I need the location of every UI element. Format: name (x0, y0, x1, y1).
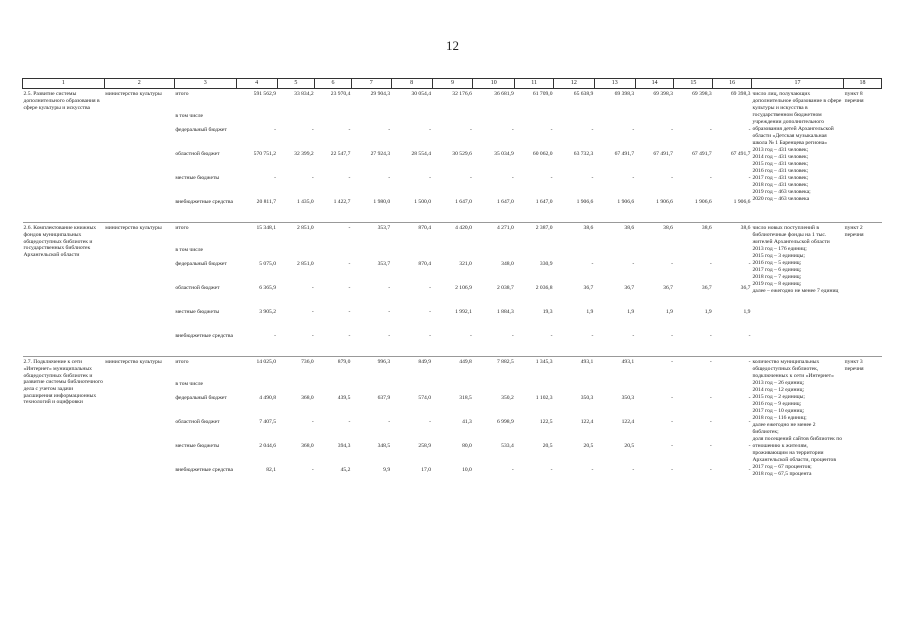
funding-source-label: итого (175, 91, 189, 98)
amount-cell: 574,0 (418, 394, 432, 401)
amount-cell: - (348, 174, 351, 181)
amount-cell: - (632, 260, 635, 267)
amount-cell: 69 398,3 (653, 91, 673, 98)
funding-source-label: федеральный бюджет (175, 394, 227, 401)
amount-cell: 36,7 (701, 284, 712, 291)
amount-cell: 69 398,3 (692, 91, 712, 98)
amount-cell (713, 113, 752, 127)
amount-cell: 1,9 (586, 308, 594, 315)
amount-cell: 36,7 (663, 284, 673, 291)
table-row (23, 357, 882, 381)
amount-cell: - (348, 332, 351, 339)
amount-cell: - (274, 174, 277, 181)
amount-cell: 38,6 (674, 223, 713, 247)
amount-cell: - (709, 418, 712, 425)
amount-cell: 63 732,3 (573, 150, 594, 157)
amount-cell: 449,8 (432, 357, 473, 381)
amount-cell: - (748, 126, 751, 133)
amount-cell (515, 113, 554, 127)
amount-cell: - (632, 466, 635, 473)
amount-cell: - (550, 174, 553, 181)
amount-cell: 6 998,9 (496, 418, 514, 425)
amount-cell: 350,3 (621, 394, 635, 401)
amount-cell (351, 247, 391, 261)
amount-cell: - (511, 332, 514, 339)
amount-cell: 1 906,6 (733, 198, 751, 205)
section-executor: министерство культуры (104, 357, 174, 491)
amount-cell: - (550, 126, 553, 133)
list-reference: пункт 8 перечня (844, 91, 864, 104)
amount-cell: 122,4 (621, 418, 635, 425)
amount-cell: - (550, 466, 553, 473)
amount-cell: 27 924,3 (370, 150, 391, 157)
amount-cell: 353,7 (377, 260, 391, 267)
amount-cell: - (709, 332, 712, 339)
amount-cell: 30 529,6 (452, 150, 472, 157)
amount-cell: 41,3 (462, 418, 472, 425)
amount-cell: - (511, 126, 514, 133)
amount-cell: 637,9 (377, 394, 391, 401)
amount-cell: - (671, 418, 673, 425)
funding-source-label: внебюджетные средства (175, 332, 233, 339)
column-header: 16 (713, 79, 752, 89)
amount-cell: - (388, 174, 391, 181)
amount-cell: 15 348,1 (236, 223, 277, 247)
amount-cell: - (388, 308, 391, 315)
amount-cell: 32 399,2 (294, 150, 314, 157)
amount-cell: - (469, 332, 472, 339)
funding-source-label: итого (174, 357, 236, 381)
amount-cell (351, 381, 391, 395)
page-number: 12 (446, 38, 459, 53)
amount-cell: 330,9 (539, 260, 553, 267)
amount-cell (554, 113, 595, 127)
amount-cell (391, 113, 432, 127)
amount-cell: 258,9 (418, 442, 432, 449)
amount-cell: 1,9 (665, 308, 673, 315)
amount-cell: 996,3 (351, 357, 391, 381)
amount-cell: 122,5 (539, 418, 553, 425)
amount-cell: - (311, 284, 314, 291)
amount-cell: - (671, 174, 673, 181)
amount-cell: 35 034,9 (494, 150, 514, 157)
amount-cell: 20 811,7 (256, 198, 277, 205)
amount-cell (432, 247, 473, 261)
amount-cell (351, 113, 391, 127)
amount-cell: 3 905,2 (259, 308, 277, 315)
amount-cell (515, 381, 554, 395)
amount-cell: - (348, 260, 351, 267)
amount-cell: - (469, 174, 472, 181)
amount-cell: - (748, 174, 751, 181)
amount-cell: 321,0 (459, 260, 472, 267)
amount-cell: - (274, 332, 277, 339)
amount-cell: 38,6 (713, 223, 752, 247)
amount-cell: 32 176,6 (452, 91, 472, 98)
column-header: 15 (674, 79, 713, 89)
amount-cell: 14 025,0 (236, 357, 277, 381)
funding-source-label: местные бюджеты (175, 308, 220, 315)
amount-cell: - (748, 332, 751, 339)
amount-cell: 20,5 (624, 442, 635, 449)
amount-cell (713, 381, 752, 395)
amount-cell: 19,3 (542, 308, 553, 315)
amount-cell: 122,4 (580, 418, 594, 425)
amount-cell: 368,0 (301, 442, 314, 449)
amount-cell: 33 834,2 (294, 91, 314, 98)
amount-cell: - (311, 418, 314, 425)
amount-cell (391, 381, 432, 395)
amount-cell: 1 345,3 (515, 357, 554, 381)
amount-cell (635, 247, 674, 261)
amount-cell: - (429, 284, 432, 291)
amount-cell: 1 500,0 (414, 198, 432, 205)
amount-cell (277, 113, 315, 127)
amount-cell: 36,7 (583, 284, 594, 291)
amount-cell: - (709, 466, 712, 473)
amount-cell: 1,9 (743, 308, 751, 315)
amount-cell: 1 647,0 (455, 198, 472, 205)
amount-cell: 870,4 (391, 223, 432, 247)
amount-cell: 439,5 (337, 394, 351, 401)
amount-cell (315, 381, 352, 395)
amount-cell: 5 075,0 (259, 260, 277, 267)
amount-cell: 36,7 (624, 284, 635, 291)
amount-cell: - (511, 174, 514, 181)
amount-cell: 2 106,9 (455, 284, 472, 291)
column-header: 7 (351, 79, 391, 89)
amount-cell: 493,1 (594, 357, 635, 381)
column-header: 11 (515, 79, 554, 89)
amount-cell: 533,4 (501, 442, 514, 449)
amount-cell: - (748, 260, 751, 267)
amount-cell: 28 554,4 (411, 150, 432, 157)
amount-cell: 879,0 (315, 357, 352, 381)
section-title: 2.5. Развитие системы дополнительного образования в сфере культуры и искусства (23, 91, 100, 111)
amount-cell: - (709, 442, 712, 449)
amount-cell: - (709, 126, 712, 133)
amount-cell: 368,0 (301, 394, 314, 401)
amount-cell (473, 381, 515, 395)
amount-cell: - (671, 442, 673, 449)
amount-cell: 1 980,0 (373, 198, 391, 205)
amount-cell: 2 851,0 (296, 260, 314, 267)
column-header: 4 (236, 79, 277, 89)
funding-source-label: в том числе (175, 246, 203, 253)
amount-cell: 1 906,6 (656, 198, 673, 205)
amount-cell: 570 751,2 (253, 150, 277, 157)
amount-cell: - (311, 332, 314, 339)
amount-cell: - (709, 260, 712, 267)
amount-cell: 493,1 (554, 357, 595, 381)
amount-cell: 1 906,6 (694, 198, 712, 205)
amount-cell: 2 387,0 (515, 223, 554, 247)
column-header: 8 (391, 79, 432, 89)
amount-cell (432, 113, 473, 127)
amount-cell (277, 247, 315, 261)
column-header: 13 (594, 79, 635, 89)
amount-cell: - (550, 332, 553, 339)
amount-cell (594, 381, 635, 395)
amount-cell: - (348, 284, 351, 291)
amount-cell: 1,9 (627, 308, 635, 315)
column-header: 5 (277, 79, 315, 89)
amount-cell: 2 036,8 (535, 284, 553, 291)
amount-cell: 736,0 (277, 357, 315, 381)
funding-source-label: местные бюджеты (175, 442, 220, 449)
amount-cell: 7 407,5 (259, 418, 277, 425)
amount-cell: - (709, 174, 712, 181)
amount-cell: - (591, 174, 594, 181)
amount-cell: - (671, 394, 673, 401)
amount-cell: 38,6 (594, 223, 635, 247)
amount-cell (713, 247, 752, 261)
table-row (23, 89, 882, 113)
amount-cell (473, 247, 515, 261)
section-title: 2.6. Комплектование книжных фондов муниципальных общедоступных библиотек и государственных библиотек Архангельской области (23, 223, 105, 357)
list-reference: пункт 3 перечня (844, 357, 882, 491)
amount-cell: 36,7 (740, 284, 751, 291)
amount-cell: 80,0 (462, 442, 472, 449)
amount-cell (594, 247, 635, 261)
amount-cell: 348,0 (501, 260, 514, 267)
amount-cell: 20,5 (583, 442, 594, 449)
funding-source-label: областной бюджет (175, 418, 220, 425)
amount-cell: - (429, 332, 432, 339)
amount-cell: - (388, 332, 391, 339)
amount-cell: 17,0 (421, 466, 432, 473)
amount-cell: 1 102,3 (535, 394, 553, 401)
section-executor: министерство культуры (104, 223, 174, 357)
amount-cell: - (388, 126, 391, 133)
column-header: 14 (635, 79, 674, 89)
header-row (23, 79, 882, 89)
amount-cell: 67 491,7 (692, 150, 712, 157)
amount-cell (236, 381, 277, 395)
amount-cell: 2 038,7 (496, 284, 514, 291)
amount-cell: 67 491,7 (730, 150, 751, 157)
amount-cell: - (311, 126, 314, 133)
funding-source-label: в том числе (175, 112, 203, 119)
amount-cell (674, 247, 713, 261)
amount-cell: 1 647,0 (496, 198, 514, 205)
target-indicator: количество муниципальных общедоступных библиотек, подключенных к сети «Интернет» 2013 год – 26 единиц; 2014 год – 12 единиц; 2015 год – 2 единицы; 2016 год – 9 единиц; 2017 год – 10 единиц; 2018 год – 116 единиц; далее ежегодно не менее 2 библиотек; доля посещений сайтов библиотек по отношению к жителям, проживающим на территории Архангельской области, процентов 2017 год – 67 процентов; 2018 год – 67,5 процента (751, 357, 843, 491)
column-header: 1 (23, 79, 105, 89)
target-indicator: число лиц, получающих дополнительное образование в сфере культуры и искусства в государственном бюджетном учреждении дополнительного образования детей Архангельской области «Детская музыкальная школа № 1 Баренцева региона» 2013 год – 431 человек; 2014 год – 431 человек; 2015 год – 431 человек; 2016 год – 431 человек; 2017 год – 431 человек; 2018 год – 431 человек; 2019 год – 463 человека; 2020 год – 463 человека (752, 91, 842, 202)
program-table (22, 78, 882, 491)
amount-cell: 350,3 (580, 394, 594, 401)
section-executor: министерство культуры (105, 91, 162, 98)
funding-source-label: федеральный бюджет (175, 260, 227, 267)
amount-cell: - (748, 394, 751, 401)
amount-cell (594, 113, 635, 127)
amount-cell: 9,9 (383, 466, 391, 473)
amount-cell: 38,6 (554, 223, 595, 247)
funding-source-label: внебюджетные средства (175, 198, 233, 205)
amount-cell: 1,9 (704, 308, 712, 315)
amount-cell: 1 422,7 (333, 198, 351, 205)
amount-cell (315, 247, 352, 261)
amount-cell: 60 062,0 (532, 150, 553, 157)
funding-source-label: областной бюджет (175, 150, 220, 157)
amount-cell: 7 882,5 (473, 357, 515, 381)
amount-cell: - (388, 284, 391, 291)
amount-cell: 69 398,3 (614, 91, 635, 98)
amount-cell: - (748, 466, 751, 473)
amount-cell (554, 381, 595, 395)
amount-cell: 1 647,0 (535, 198, 553, 205)
amount-cell (515, 247, 554, 261)
amount-cell: - (709, 394, 712, 401)
amount-cell: - (671, 332, 673, 339)
amount-cell (674, 381, 713, 395)
amount-cell: - (429, 174, 432, 181)
amount-cell: 318,5 (459, 394, 472, 401)
amount-cell: - (311, 308, 314, 315)
amount-cell: 6 365,9 (259, 284, 277, 291)
column-header: 3 (174, 79, 236, 89)
amount-cell: 82,1 (266, 466, 277, 473)
amount-cell (473, 113, 515, 127)
amount-cell: 38,6 (635, 223, 674, 247)
amount-cell: 23 970,4 (330, 91, 351, 98)
amount-cell: 10,0 (462, 466, 472, 473)
amount-cell: 870,4 (418, 260, 432, 267)
amount-cell (391, 247, 432, 261)
funding-source-label: областной бюджет (175, 284, 220, 291)
amount-cell (674, 113, 713, 127)
amount-cell: - (469, 126, 472, 133)
amount-cell: - (632, 174, 635, 181)
amount-cell: - (348, 126, 351, 133)
amount-cell: 394,3 (337, 442, 351, 449)
target-indicator: число новых поступлений в библиотечные фонды на 1 тыс. жителей Архангельской области 2013 год – 176 единиц; 2015 год – 3 единицы; 2016 год – 5 единиц; 2017 год – 6 единиц; 2018 год – 7 единиц; 2019 год – 8 единиц; далее – ежегодно не менее 7 единиц (751, 223, 843, 357)
amount-cell: - (388, 418, 391, 425)
column-header: 17 (751, 79, 843, 89)
amount-cell: 1 884,3 (496, 308, 514, 315)
amount-cell (635, 113, 674, 127)
amount-cell: 61 709,0 (532, 91, 553, 98)
amount-cell: - (632, 332, 635, 339)
amount-cell: 67 491,7 (614, 150, 635, 157)
funding-source-label: внебюджетные средства (175, 466, 233, 473)
amount-cell: - (671, 260, 673, 267)
table-row (23, 223, 882, 247)
amount-cell: - (632, 126, 635, 133)
amount-cell (236, 113, 277, 127)
amount-cell: 849,9 (391, 357, 432, 381)
column-header: 9 (432, 79, 473, 89)
amount-cell: 2 044,6 (259, 442, 277, 449)
amount-cell: - (674, 357, 713, 381)
amount-cell: - (429, 126, 432, 133)
amount-cell: - (429, 308, 432, 315)
amount-cell: 1 906,6 (617, 198, 635, 205)
amount-cell (315, 113, 352, 127)
amount-cell: - (311, 466, 314, 473)
amount-cell: 29 904,3 (370, 91, 391, 98)
amount-cell (277, 381, 315, 395)
amount-cell: - (429, 418, 432, 425)
column-header: 6 (315, 79, 352, 89)
amount-cell: 65 638,9 (573, 91, 594, 98)
amount-cell: 1 992,1 (455, 308, 472, 315)
amount-cell: - (591, 126, 594, 133)
amount-cell: 591 562,9 (253, 91, 277, 98)
funding-source-label: итого (174, 223, 236, 247)
amount-cell: - (315, 223, 352, 247)
list-reference: пункт 2 перечня (844, 223, 882, 357)
amount-cell: 353,7 (351, 223, 391, 247)
amount-cell: - (348, 418, 351, 425)
amount-cell: 2 851,0 (277, 223, 315, 247)
amount-cell: - (591, 332, 594, 339)
amount-cell: 67 491,7 (653, 150, 673, 157)
amount-cell (635, 381, 674, 395)
amount-cell: 4 271,0 (473, 223, 515, 247)
amount-cell: 1 435,0 (296, 198, 314, 205)
amount-cell: 36 681,9 (494, 91, 514, 98)
column-header: 18 (844, 79, 882, 89)
amount-cell: - (748, 418, 751, 425)
section-title: 2.7. Подключение к сети «Интернет» муниципальных общедоступных библиотек и развитие системы библиотечного дела с учетом задачи расширения информационных технологий и оцифровки (23, 357, 105, 491)
amount-cell: 348,5 (377, 442, 391, 449)
amount-cell: 350,2 (501, 394, 514, 401)
amount-cell: - (591, 466, 594, 473)
amount-cell: - (274, 126, 277, 133)
amount-cell: 69 398,3 (730, 91, 751, 98)
amount-cell: 45,2 (340, 466, 351, 473)
amount-cell (554, 247, 595, 261)
funding-source-label: местные бюджеты (175, 174, 220, 181)
column-header: 2 (104, 79, 174, 89)
amount-cell: 4 490,8 (259, 394, 277, 401)
amount-cell (236, 247, 277, 261)
column-header: 10 (473, 79, 515, 89)
amount-cell: - (671, 466, 673, 473)
amount-cell: 1 906,6 (576, 198, 594, 205)
amount-cell: 4 420,0 (432, 223, 473, 247)
amount-cell: 20,5 (542, 442, 553, 449)
funding-source-label: в том числе (175, 380, 203, 387)
amount-cell: - (713, 357, 752, 381)
funding-source-label: федеральный бюджет (175, 126, 227, 133)
amount-cell: - (511, 466, 514, 473)
amount-cell: - (748, 442, 751, 449)
amount-cell: - (348, 308, 351, 315)
amount-cell: 30 054,4 (411, 91, 432, 98)
amount-cell (432, 381, 473, 395)
amount-cell: - (635, 357, 674, 381)
amount-cell: 22 547,7 (330, 150, 351, 157)
column-header: 12 (554, 79, 595, 89)
amount-cell: - (671, 126, 673, 133)
amount-cell: - (311, 174, 314, 181)
amount-cell: - (591, 260, 594, 267)
